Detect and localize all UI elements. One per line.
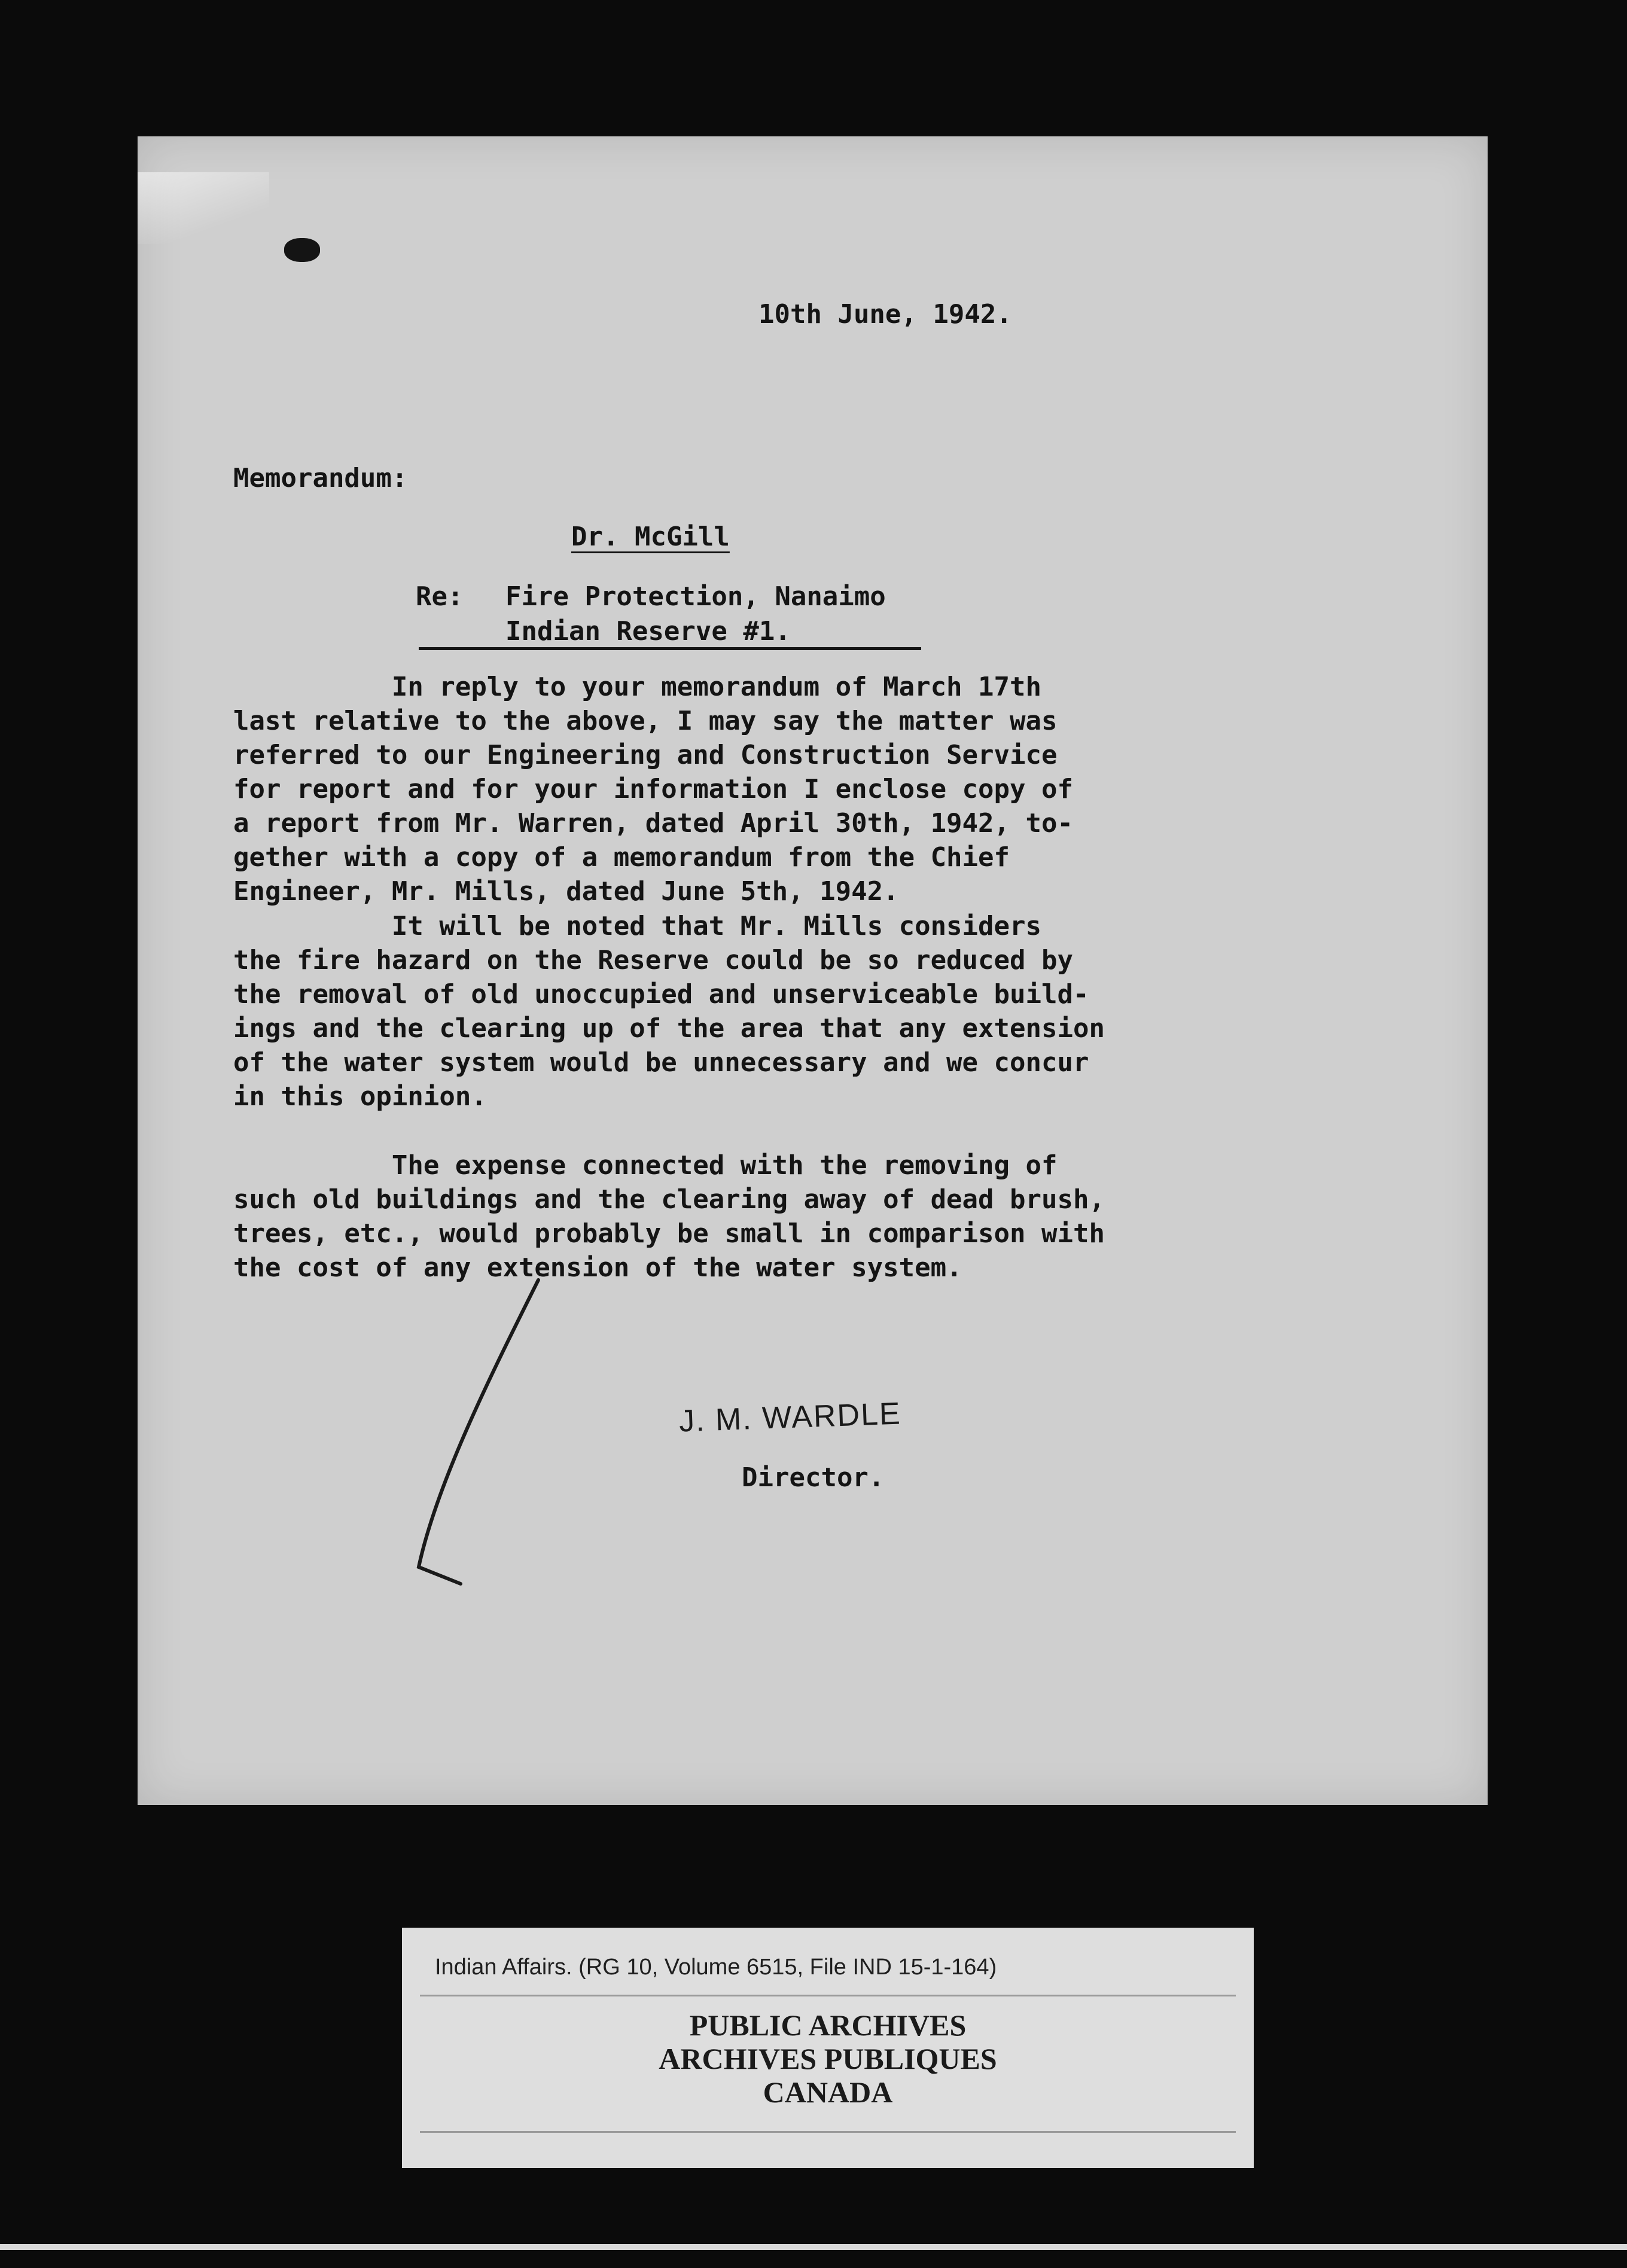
- subject-line-2: Indian Reserve #1.: [505, 616, 791, 647]
- addressee: Dr. McGill: [571, 522, 730, 552]
- archive-reference: Indian Affairs. (RG 10, Volume 6515, File IND 15-1-164): [435, 1955, 997, 1980]
- frame-edge-line: [0, 2244, 1627, 2250]
- body-paragraph-1: In reply to your memorandum of March 17th last relative to the above, I may say the matter was referred to our Engineering and Construction Service for report and for your information I enclose copy of a report from Mr. Warren, dated April 30th, 1942, to- gether with a copy of a memorandum from the Chief Engineer, Mr. Mills, dated June 5th, 1942.: [233, 672, 1073, 907]
- archive-country: CANADA: [763, 2075, 893, 2109]
- subject-underline: [419, 647, 921, 650]
- binder-punch-mark: [284, 238, 320, 262]
- label-divider-top: [420, 1995, 1236, 1996]
- label-divider-bottom: [420, 2131, 1236, 2133]
- archive-name-english: PUBLIC ARCHIVES: [689, 2008, 967, 2042]
- subject-line-1: Fire Protection, Nanaimo: [505, 581, 886, 612]
- subject-label: Re:: [416, 581, 464, 612]
- signature-title: Director.: [742, 1462, 885, 1493]
- body-paragraph-2: It will be noted that Mr. Mills considers the fire hazard on the Reserve could be so reduced by the removal of old unoccupied and unserviceable build- ings and the clearing up of the area that any extension of the water system would be unnecessary and we concur in this opinion.: [233, 911, 1105, 1112]
- memo-label: Memorandum:: [233, 463, 408, 493]
- body-paragraph-3: The expense connected with the removing of such old buildings and the clearing away of dead brush, trees, etc., would probably be small in comparison with the cost of any extension of the water system.: [233, 1150, 1105, 1283]
- handwritten-signature-mark: [383, 1256, 562, 1615]
- archive-name-french: ARCHIVES PUBLIQUES: [659, 2042, 997, 2075]
- signature-stamp-name: J. M. WARDLE: [678, 1396, 902, 1439]
- archive-label-card: [402, 1928, 1254, 2168]
- paper-fold-highlight: [138, 172, 269, 244]
- letter-date: 10th June, 1942.: [758, 299, 1012, 330]
